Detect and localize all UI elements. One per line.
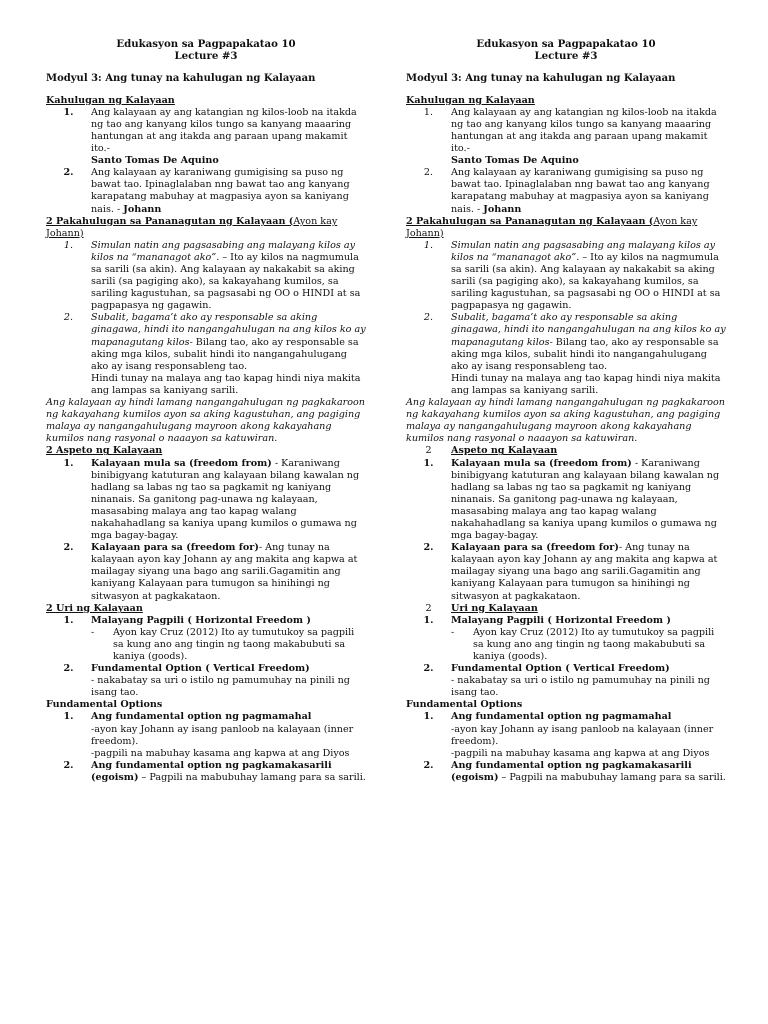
list-item: 2. Kalayaan para sa (freedom for)- Ang tunay na kalayaan ayon kay Johann ay ang makita ang kapwa at mailagay siyang una bago ang sarili.Gagamitin ang kaniyang Kalayaan para tumugon sa hinihingi ng sitwasyon at pagkakataon. bbox=[63, 542, 358, 602]
author-name: Santo Tomas De Aquino bbox=[451, 155, 579, 167]
author-name: Johann bbox=[483, 203, 522, 215]
document-title: Edukasyon sa Pagpapakatao 10 bbox=[476, 38, 656, 50]
uri-heading-row: 2 Uri ng Kalayaan bbox=[406, 603, 726, 615]
fundamental-heading: Fundamental Options bbox=[406, 699, 523, 711]
kahulugan-heading: Kahulugan ng Kalayaan bbox=[46, 94, 175, 106]
list-item: 2. Ang fundamental option ng pagkamakasarili (egoism) – Pagpili na mabubuhay lamang para sa sarili. bbox=[63, 759, 366, 783]
list-subitem: - Ayon kay Cruz (2012) Ito ay tumutukoy sa pagpili sa kung ano ang tingin ng taong makabubuti sa kaniya (goods). bbox=[91, 626, 355, 662]
list-item: 2. Fundamental Option ( Vertical Freedom) bbox=[423, 663, 670, 675]
uri-heading: Uri ng Kalayaan bbox=[451, 602, 538, 614]
list-subitem: -ayon kay Johann ay isang panloob na kalayaan (inner freedom). bbox=[91, 723, 354, 747]
aspeto-heading: 2 Aspeto ng Kalayaan bbox=[46, 445, 163, 457]
author-name: Santo Tomas De Aquino bbox=[91, 155, 219, 167]
list-item: 1. Kalayaan mula sa (freedom from) - Karaniwang binibigyang katuturan ang kalayaan bilang kawalan ng hadlang sa labas ng tao sa pagkamit ng kaniyang ninanais. Sa ganitong pag-unawa ng kalayaan, masasabing malaya ang tao kapag walang nakahahadlang sa kaniya upang kumilos o gumawa ng mga bagay-bagay. bbox=[423, 457, 720, 542]
lecture-number: Lecture #3 bbox=[534, 50, 598, 63]
list-subitem: -pagpili na mabuhay kasama ang kapwa at ang Diyos bbox=[451, 747, 710, 759]
list-item: 1. Kalayaan mula sa (freedom from) - Karaniwang binibigyang katuturan ang kalayaan bilang kawalan ng hadlang sa labas ng tao sa pagkamit ng kaniyang ninanais. Sa ganitong pag-unawa ng kalayaan, masasabing malaya ang tao kapag walang nakahahadlang sa kaniya upang kumilos o gumawa ng mga bagay-bagay. bbox=[63, 457, 360, 542]
list-item: 2. Subalit, bagama’t ako ay responsable sa aking ginagawa, hindi ito nangangahulugan na ang kilos ko ay mapanagutang kilos- Bilang tao, ako ay responsable sa aking mga kilos, subalit hindi ito nangangahulugang ako ay isang responsableng tao. bbox=[423, 312, 726, 372]
fundamental-heading: Fundamental Options bbox=[46, 699, 163, 711]
list-subitem: - nakabatay sa uri o istilo ng pamumuhay na pinili ng isang tao. bbox=[91, 675, 350, 699]
list-subitem: - nakabatay sa uri o istilo ng pamumuhay na pinili ng isang tao. bbox=[451, 675, 710, 699]
lecture-number: Lecture #3 bbox=[174, 50, 238, 63]
pakahulugan-note: Hindi tunay na malaya ang tao kapag hindi niya makita ang lampas sa kaniyang sarili. bbox=[91, 372, 361, 396]
module-title: Modyul 3: Ang tunay na kahulugan ng Kalayaan bbox=[46, 72, 316, 84]
kahulugan-heading: Kahulugan ng Kalayaan bbox=[406, 94, 535, 106]
uri-heading: 2 Uri ng Kalayaan bbox=[46, 602, 143, 614]
list-item: 2. Fundamental Option ( Vertical Freedom) bbox=[63, 663, 310, 675]
list-item: 2. Ang fundamental option ng pagkamakasarili (egoism) – Pagpili na mabubuhay lamang para sa sarili. bbox=[423, 759, 726, 783]
list-subitem: -pagpili na mabuhay kasama ang kapwa at ang Diyos bbox=[91, 747, 350, 759]
pakahulugan-heading: 2 Pakahulugan sa Pananagutan ng Kalayaan (Ayon kay Johann) bbox=[46, 215, 338, 239]
aspeto-heading: Aspeto ng Kalayaan bbox=[451, 445, 558, 457]
summary-paragraph: Ang kalayaan ay hindi lamang nangangahulugan ng pagkakaroon ng kakayahang kumilos ayon sa aking kagustuhan, ang pagiging malaya ay nangangahulugang mayroon akong kakayahang kumilos nang rasyonal o naaayon sa katuwiran. bbox=[46, 397, 365, 445]
list-subitem: -ayon kay Johann ay isang panloob na kalayaan (inner freedom). bbox=[451, 723, 714, 747]
list-item: 1. Ang fundamental option ng pagmamahal bbox=[423, 711, 672, 723]
author-name: Johann bbox=[123, 203, 162, 215]
list-item: 1. Malayang Pagpili ( Horizontal Freedom ) bbox=[63, 614, 311, 626]
list-item: 1. Ang fundamental option ng pagmamahal bbox=[63, 711, 312, 723]
pakahulugan-note: Hindi tunay na malaya ang tao kapag hindi niya makita ang lampas sa kaniyang sarili. bbox=[451, 372, 721, 396]
list-item: 2. Kalayaan para sa (freedom for)- Ang tunay na kalayaan ayon kay Johann ay ang makita ang kapwa at mailagay siyang una bago ang sarili.Gagamitin ang kaniyang Kalayaan para tumugon sa hinihingi ng sitwasyon at pagkakataon. bbox=[423, 542, 718, 602]
pakahulugan-heading: 2 Pakahulugan sa Pananagutan ng Kalayaan (Ayon kay Johann) bbox=[406, 215, 698, 239]
list-item: 1. Ang kalayaan ay ang katangian ng kilos-loob na itakda ng tao ang kanyang kilos tungo sa kanyang maaaring hantungan at ang itakda ang paraan upang makamit ito.- Santo Tomas De Aquino bbox=[423, 106, 717, 167]
list-item: 2. Subalit, bagama’t ako ay responsable sa aking ginagawa, hindi ito nangangahulugan na ang kilos ko ay mapanagutang kilos- Bilang tao, ako ay responsable sa aking mga kilos, subalit hindi ito nangangahulugang ako ay isang responsableng tao. bbox=[63, 312, 366, 372]
list-item: 1. Simulan natin ang pagsasabing ang malayang kilos ay kilos na “mananagot ako”. – Ito ay kilos na nagmumula sa sarili (sa akin). Ang kalayaan ay nakakabit sa aking sarili (sa pagiging ako), sa kakayahang kumilos, sa sariling kagustuhan, sa pagsasabi ng OO o HINDI at sa pagpapasya ng gagawin. bbox=[63, 239, 361, 312]
list-item: 1. Malayang Pagpili ( Horizontal Freedom ) bbox=[423, 614, 671, 626]
list-subitem: - Ayon kay Cruz (2012) Ito ay tumutukoy sa pagpili sa kung ano ang tingin ng taong makabubuti sa kaniya (goods). bbox=[451, 626, 715, 662]
aspeto-heading-row: 2 Aspeto ng Kalayaan bbox=[406, 445, 726, 457]
right-column bbox=[406, 38, 726, 784]
list-item: 1. Simulan natin ang pagsasabing ang malayang kilos ay kilos na “mananagot ako”. – Ito ay kilos na nagmumula sa sarili (sa akin). Ang kalayaan ay nakakabit sa aking sarili (sa pagiging ako), sa kakayahang kumilos, sa sariling kagustuhan, sa pagsasabi ng OO o HINDI at sa pagpapasya ng gagawin. bbox=[423, 239, 721, 312]
left-column bbox=[46, 38, 366, 784]
summary-paragraph: Ang kalayaan ay hindi lamang nangangahulugan ng pagkakaroon ng kakayahang kumilos ayon sa aking kagustuhan, ang pagiging malaya ay nangangahulugang mayroon akong kakayahang kumilos nang rasyonal o naaayon sa katuwiran. bbox=[406, 397, 725, 445]
document-title: Edukasyon sa Pagpapakatao 10 bbox=[116, 38, 296, 50]
list-item: 2. Ang kalayaan ay karaniwang gumigising sa puso ng bawat tao. Ipinaglalaban nng bawat tao ang kanyang karapatang mabuhay at magpasiya ayon sa kaniyang nais. - Johann bbox=[423, 167, 710, 215]
list-item: 1. Ang kalayaan ay ang katangian ng kilos-loob na itakda ng tao ang kanyang kilos tungo sa kanyang maaaring hantungan at ang itakda ang paraan upang makamit ito.- Santo Tomas De Aquino bbox=[63, 106, 357, 167]
list-item: 2. Ang kalayaan ay karaniwang gumigising sa puso ng bawat tao. Ipinaglalaban nng bawat tao ang kanyang karapatang mabuhay at magpasiya ayon sa kaniyang nais. - Johann bbox=[63, 167, 350, 215]
module-title: Modyul 3: Ang tunay na kahulugan ng Kalayaan bbox=[406, 72, 676, 84]
